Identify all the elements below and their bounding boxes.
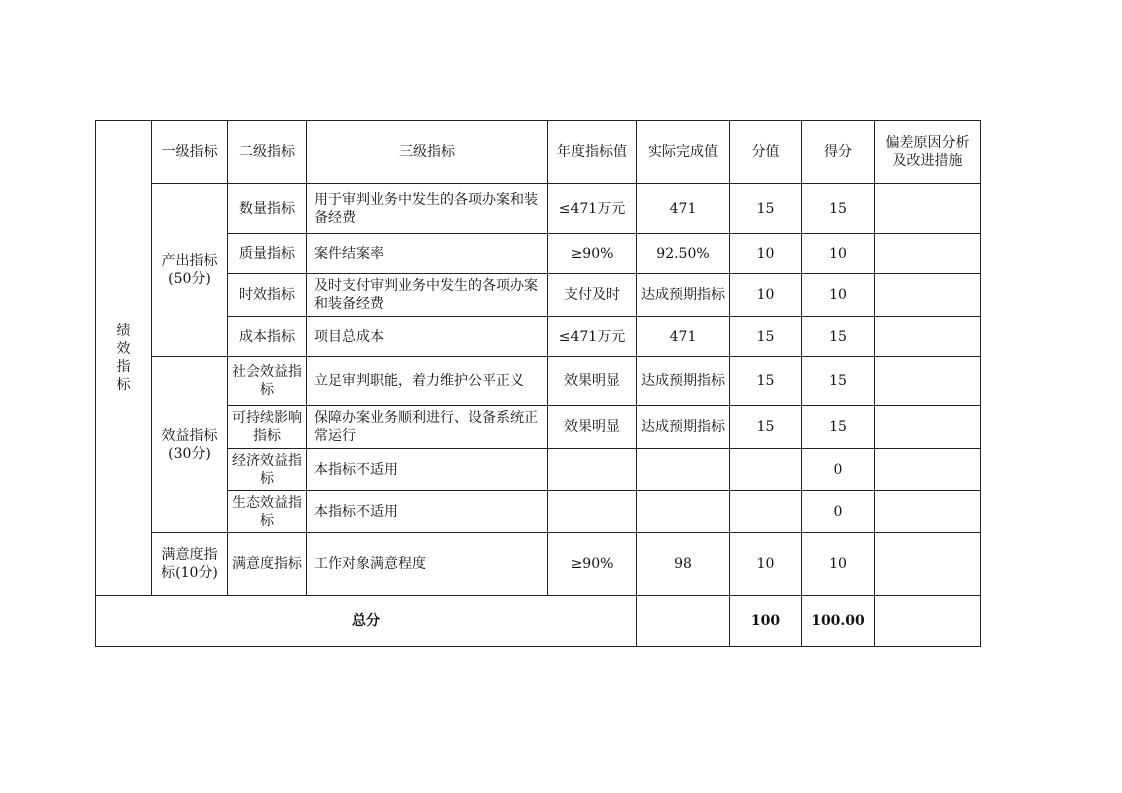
cell-weight: 15 [730, 184, 802, 234]
cell-level3: 立足审判职能，着力维护公平正义 [307, 357, 548, 406]
table-row [96, 234, 981, 274]
cell-level3: 本指标不适用 [307, 491, 548, 533]
total-reason [875, 596, 981, 647]
group-label-cell [96, 121, 152, 596]
cell-weight: 10 [730, 234, 802, 274]
cell-target: 效果明显 [548, 406, 637, 449]
cell-actual [637, 449, 730, 491]
cell-reason [875, 491, 981, 533]
cell-level2: 成本指标 [228, 317, 307, 357]
cell-score: 15 [802, 357, 875, 406]
group-satisfaction: 满意度指标(10分) [152, 533, 228, 596]
cell-score: 10 [802, 533, 875, 596]
cell-target [548, 449, 637, 491]
header-reason: 偏差原因分析及改进措施 [875, 121, 981, 184]
cell-level3: 工作对象满意程度 [307, 533, 548, 596]
total-score: 100.00 [802, 596, 875, 647]
cell-level2: 社会效益指标 [228, 357, 307, 406]
cell-actual: 达成预期指标 [637, 357, 730, 406]
cell-weight: 15 [730, 406, 802, 449]
cell-actual: 471 [637, 317, 730, 357]
cell-score: 10 [802, 234, 875, 274]
total-row [96, 596, 981, 647]
table-row [96, 406, 981, 449]
cell-target: 支付及时 [548, 274, 637, 317]
total-weight: 100 [730, 596, 802, 647]
cell-level2: 可持续影响指标 [228, 406, 307, 449]
cell-actual: 92.50% [637, 234, 730, 274]
cell-level3: 本指标不适用 [307, 449, 548, 491]
cell-weight [730, 491, 802, 533]
cell-reason [875, 533, 981, 596]
table-row [96, 533, 981, 596]
cell-score: 0 [802, 449, 875, 491]
table-row [96, 274, 981, 317]
header-level1: 一级指标 [152, 121, 228, 184]
cell-level2: 时效指标 [228, 274, 307, 317]
group-label: 绩效指标 [116, 323, 131, 393]
group-benefit: 效益指标(30分) [152, 357, 228, 533]
header-score: 得分 [802, 121, 875, 184]
cell-score: 15 [802, 184, 875, 234]
cell-score: 15 [802, 406, 875, 449]
cell-level2: 质量指标 [228, 234, 307, 274]
header-target: 年度指标值 [548, 121, 637, 184]
header-level3: 三级指标 [307, 121, 548, 184]
cell-reason [875, 274, 981, 317]
cell-reason [875, 184, 981, 234]
header-row [96, 121, 981, 184]
cell-level2: 满意度指标 [228, 533, 307, 596]
cell-actual: 471 [637, 184, 730, 234]
cell-target: ≤471万元 [548, 317, 637, 357]
cell-actual: 98 [637, 533, 730, 596]
total-actual [637, 596, 730, 647]
cell-reason [875, 406, 981, 449]
cell-level3: 及时支付审判业务中发生的各项办案和装备经费 [307, 274, 548, 317]
cell-actual: 达成预期指标 [637, 274, 730, 317]
group-output: 产出指标(50分) [152, 184, 228, 357]
table-row [96, 491, 981, 533]
cell-level3: 案件结案率 [307, 234, 548, 274]
cell-score: 0 [802, 491, 875, 533]
cell-reason [875, 449, 981, 491]
cell-target: ≥90% [548, 234, 637, 274]
cell-weight [730, 449, 802, 491]
table-row [96, 184, 981, 234]
header-actual: 实际完成值 [637, 121, 730, 184]
cell-actual: 达成预期指标 [637, 406, 730, 449]
cell-actual [637, 491, 730, 533]
cell-target: ≥90% [548, 533, 637, 596]
cell-target: 效果明显 [548, 357, 637, 406]
table-row [96, 357, 981, 406]
cell-target: ≤471万元 [548, 184, 637, 234]
cell-weight: 10 [730, 533, 802, 596]
cell-score: 15 [802, 317, 875, 357]
header-level2: 二级指标 [228, 121, 307, 184]
header-weight: 分值 [730, 121, 802, 184]
cell-level3: 保障办案业务顺利进行、设备系统正常运行 [307, 406, 548, 449]
table-row [96, 317, 981, 357]
cell-reason [875, 357, 981, 406]
cell-reason [875, 317, 981, 357]
table-row [96, 449, 981, 491]
cell-score: 10 [802, 274, 875, 317]
cell-level2: 经济效益指标 [228, 449, 307, 491]
cell-weight: 10 [730, 274, 802, 317]
cell-level3: 项目总成本 [307, 317, 548, 357]
cell-weight: 15 [730, 317, 802, 357]
cell-reason [875, 234, 981, 274]
cell-weight: 15 [730, 357, 802, 406]
cell-level2: 生态效益指标 [228, 491, 307, 533]
cell-level3: 用于审判业务中发生的各项办案和装备经费 [307, 184, 548, 234]
cell-level2: 数量指标 [228, 184, 307, 234]
total-label: 总分 [96, 596, 637, 647]
cell-target [548, 491, 637, 533]
performance-table [95, 120, 981, 647]
